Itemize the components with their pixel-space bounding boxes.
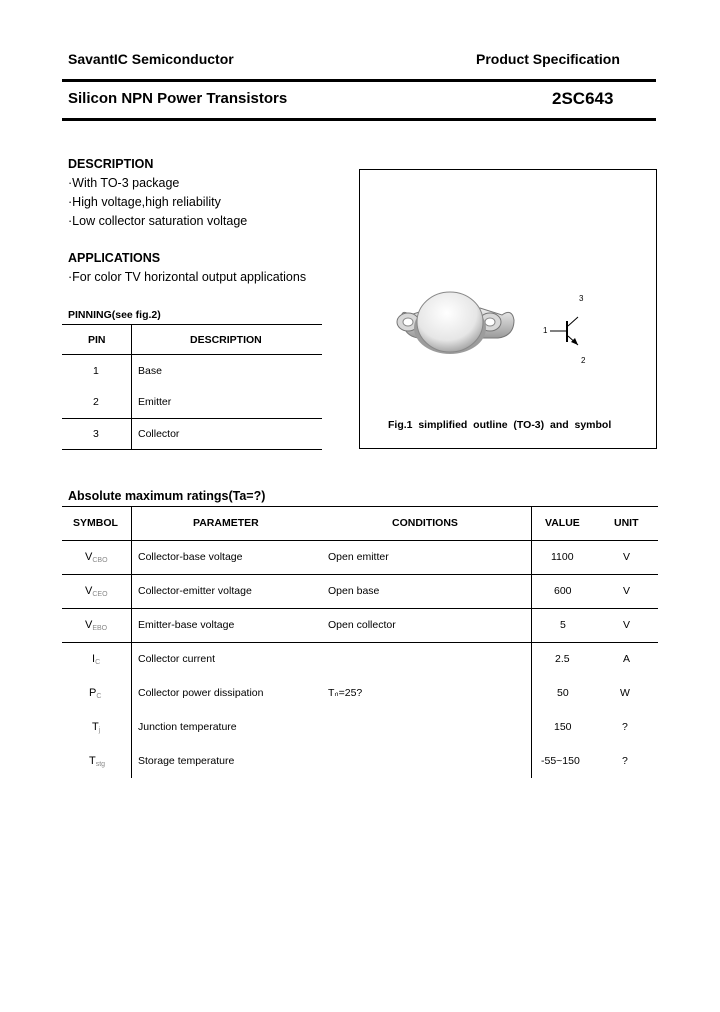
ratings-rule [62,540,658,541]
rating-value: 5 [560,619,566,631]
transistor-symbol [360,170,656,400]
rating-symbol: $T_{stg}$ [89,755,106,768]
ratings-rule [62,608,658,609]
rating-unit: ? [622,721,628,733]
pin-description: Collector [138,428,180,440]
symbol-pin-label-3: 3 [579,294,584,303]
pinning-rule [62,449,322,450]
rating-condition: Open base [328,585,380,597]
ratings-rule [62,574,658,575]
document-type: Product Specification [476,51,620,67]
rating-unit: V [623,551,631,563]
rating-unit: A [623,653,631,665]
rating-unit: V [623,619,631,631]
product-title: Silicon NPN Power Transistors [68,90,288,107]
rating-value: 1100 [551,551,574,563]
header-rule-bottom [62,118,656,121]
ratings-rule [62,642,658,643]
rating-unit: W [620,687,630,699]
rating-value: 600 [554,585,572,597]
unit-header: UNIT [614,517,639,529]
ratings-col-divider [531,506,532,778]
rating-value: 2.5 [555,653,570,665]
rating-condition: Open emitter [328,551,389,563]
figure-caption: Fig.1 simplified outline (TO-3) and symbol [388,419,612,431]
rating-unit: ? [622,755,628,767]
rating-value: -55~150 [541,755,580,767]
parameter-header: PARAMETER [193,517,259,529]
header-rule-top [62,79,656,82]
pinning-title: PINNING(see fig.2) [68,309,161,321]
pin-number: 3 [93,428,99,440]
rating-symbol: $V_{EBO}$ [85,619,108,632]
rating-parameter: Junction temperature [138,721,237,733]
description-item: ·With TO-3 package [68,176,180,190]
pinning-rule [62,324,322,325]
rating-parameter: Collector power dissipation [138,687,264,699]
rating-unit: V [623,585,631,597]
ratings-col-divider [131,506,132,778]
description-title: DESCRIPTION [68,157,154,171]
rating-symbol: $V_{CBO}$ [85,551,108,564]
rating-value: 50 [557,687,569,699]
rating-parameter: Collector current [138,653,216,665]
pinning-rule [62,354,322,355]
pinning-col-divider [131,324,132,449]
applications-title: APPLICATIONS [68,251,161,265]
pin-number: 2 [93,396,99,408]
value-header: VALUE [545,517,580,529]
pin-description: Emitter [138,396,172,408]
pin-header: PIN [88,334,106,346]
rating-parameter: Emitter-base voltage [138,619,235,631]
rating-symbol: $V_{CEO}$ [85,585,108,598]
rating-parameter: Collector-base voltage [138,551,243,563]
pin-description-header: DESCRIPTION [190,334,262,346]
rating-symbol: $T_j$ [92,721,101,734]
symbol-pin-label-1: 1 [543,326,548,335]
part-number: 2SC643 [552,89,614,108]
ratings-title: Absolute maximum ratings(Ta=?) [68,489,266,503]
conditions-header: CONDITIONS [392,517,458,529]
rating-parameter: Storage temperature [138,755,235,767]
applications-item: ·For color TV horizontal output applications [68,270,307,284]
rating-symbol: $I_C$ [92,653,101,666]
pin-number: 1 [93,365,99,377]
rating-parameter: Collector-emitter voltage [138,585,252,597]
symbol-pin-label-2: 2 [581,356,586,365]
rating-value: 150 [554,721,572,733]
figure-box [359,169,657,449]
rating-symbol: $P_C$ [89,687,102,700]
pinning-rule [62,418,322,419]
description-item: ·High voltage,high reliability [68,195,221,209]
description-item: ·Low collector saturation voltage [68,214,248,228]
rating-condition: Tₙ=25? [328,687,363,699]
pin-description: Base [138,365,162,377]
ratings-rule [62,506,658,507]
symbol-header: SYMBOL [73,517,118,529]
rating-condition: Open collector [328,619,396,631]
company-name: SavantIC Semiconductor [68,51,234,67]
